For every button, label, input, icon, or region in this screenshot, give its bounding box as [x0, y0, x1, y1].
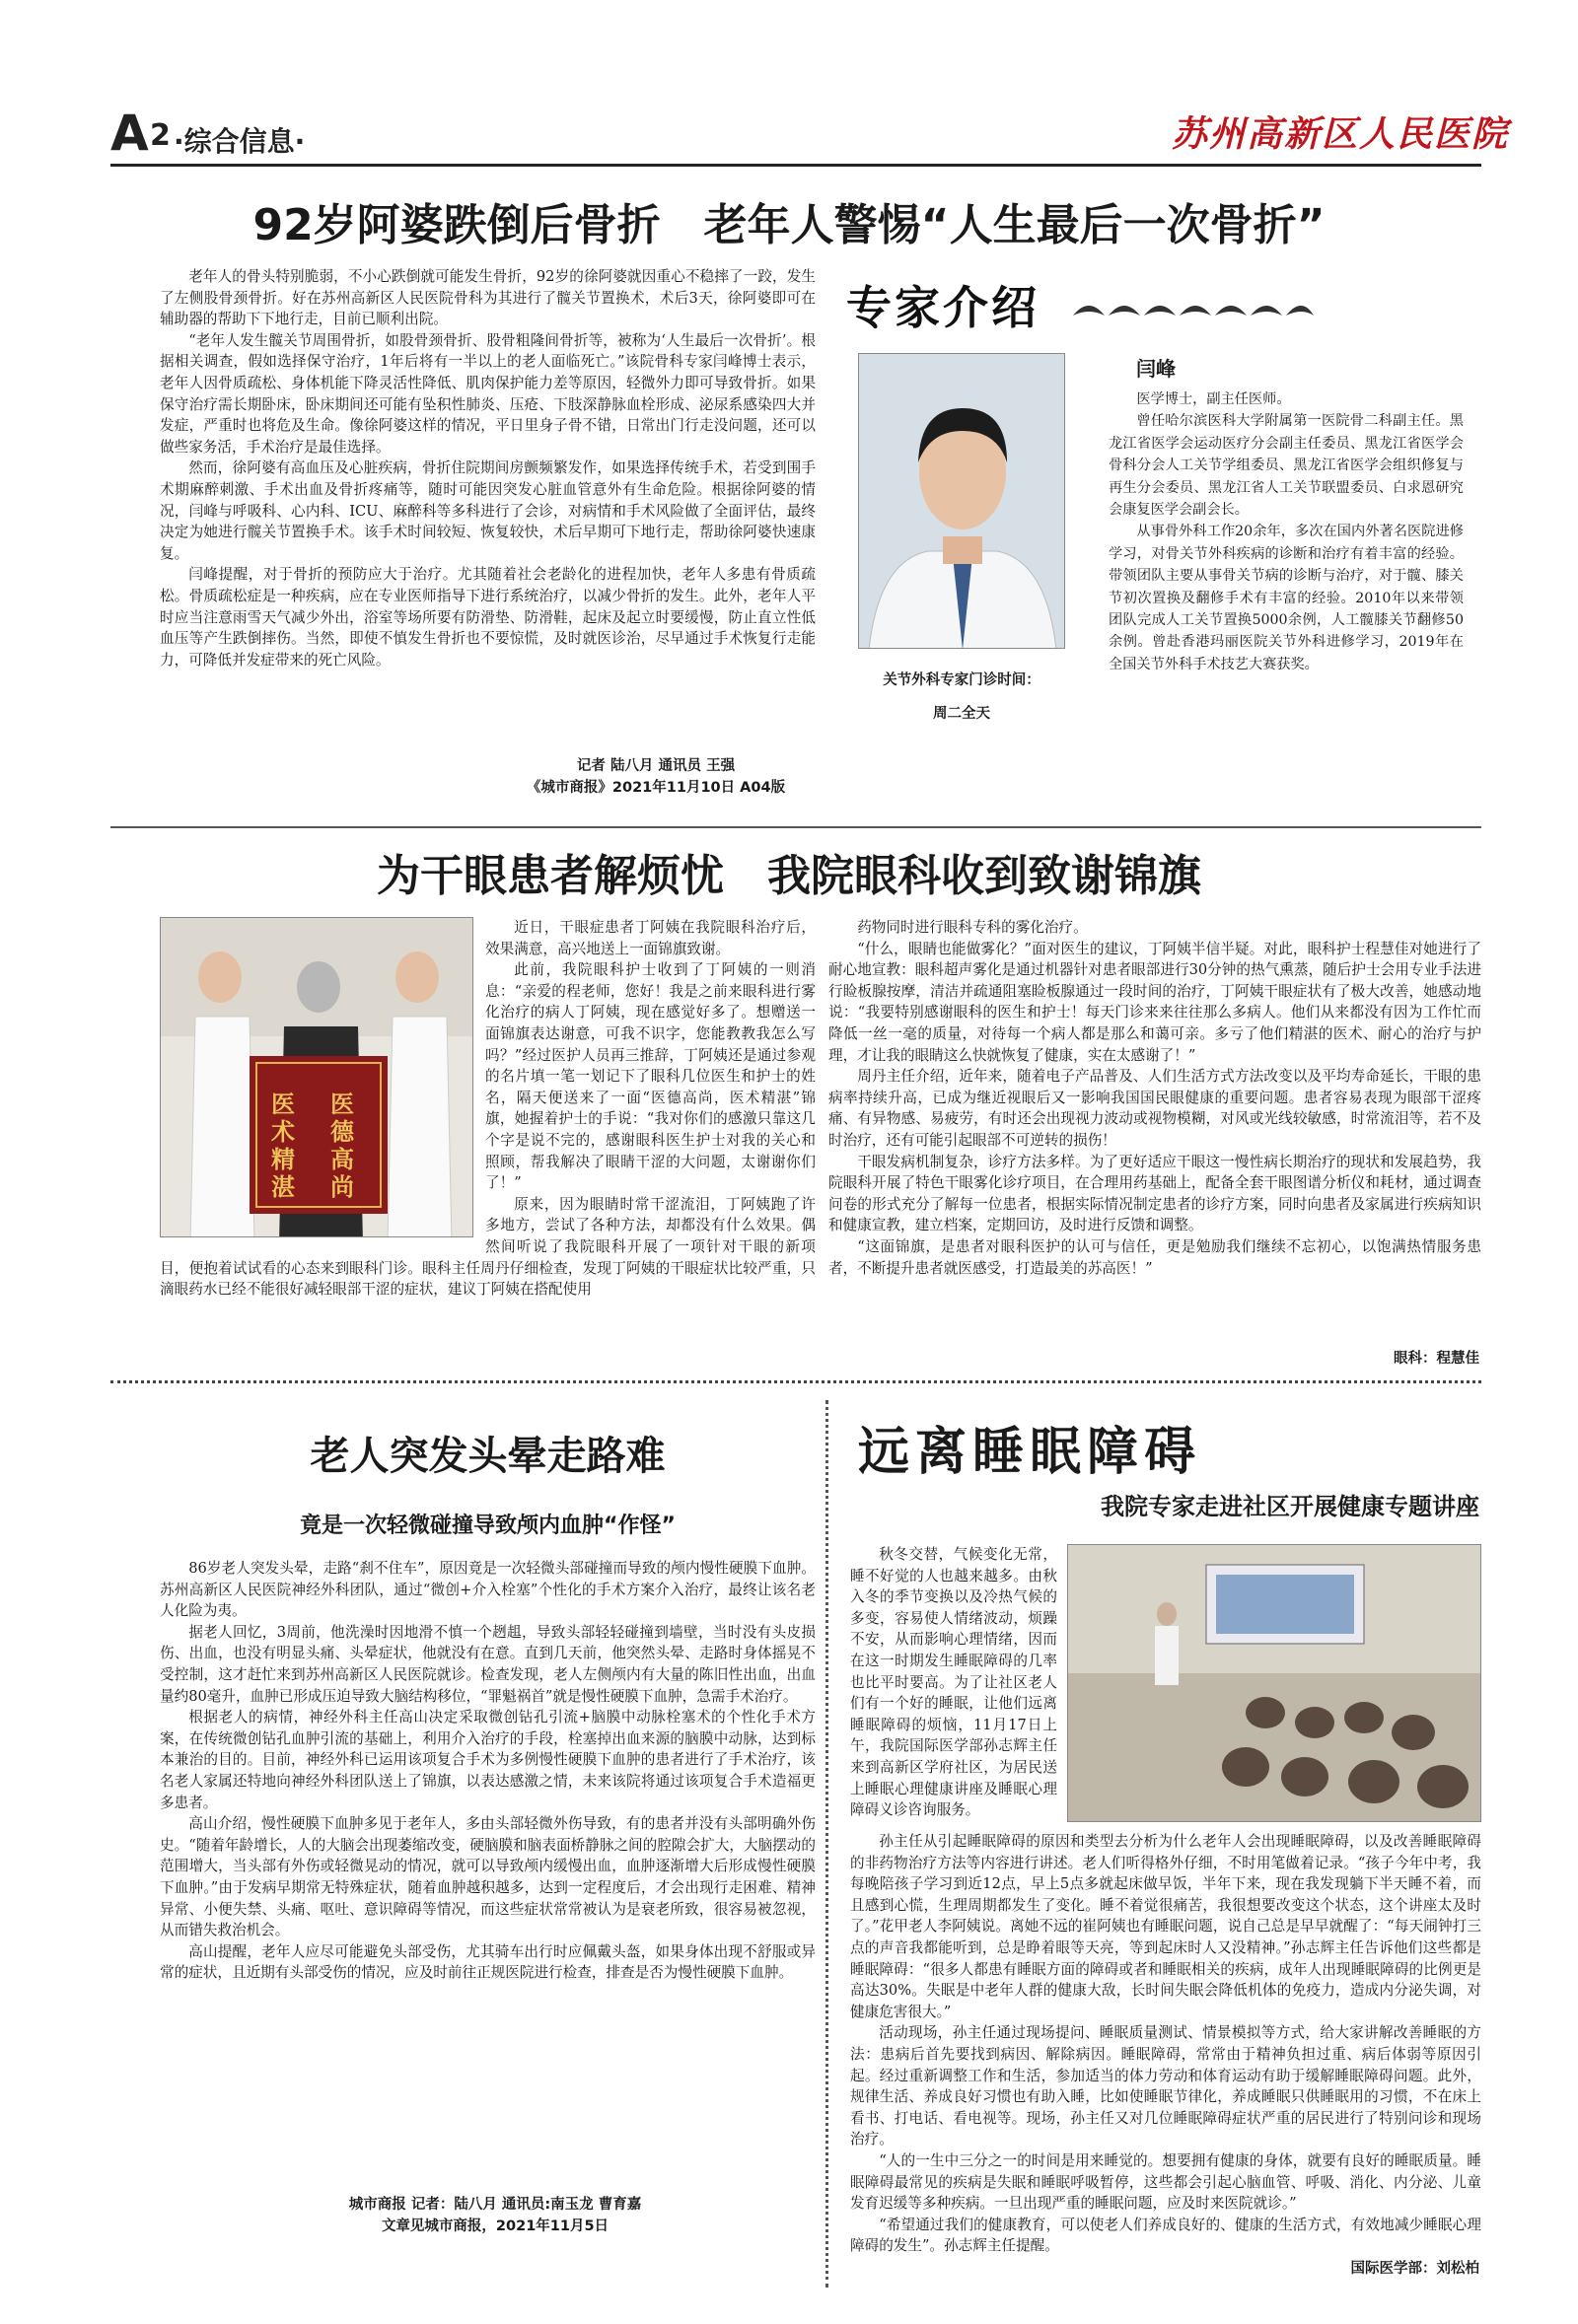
- dotted-divider: [110, 1380, 1481, 1383]
- expert-paragraph: 从事骨外科工作20余年，多次在国内外著名医院进修学习，对骨关节外科疾病的诊断和治疗有着丰富的经验。带领团队主要从事骨关节病的诊断与治疗，对于髋、膝关节初次置换及翻修手术有丰富的经验。2010年以来带领团队完成人工关节置换5000余例，人工髋膝关节翻修50余例。曾赴香港玛丽医院关节外科进修学习，2019年在全国关节外科手术技艺大赛获奖。: [1109, 524, 1464, 672]
- section-name: ·综合信息·: [174, 125, 306, 158]
- article2-paragraph: 此前，我院眼科护士收到了丁阿姨的一则消息：“亲爱的程老师，您好！我是之前来眼科进行雾化治疗的病人丁阿姨，现在感觉好多了。想赠送一面锦旗表达谢意，可我不识字，您能教教我怎么写吗？”经过医护人员再三推辞，丁阿姨还是通过参观的名片填一笔一划记下了眼科几位医生和护士的姓名，隔天便送来了一面“医德高尚，医术精湛”锦旗，她握着护士的手说：“我对你们的感激只靠这几个字是说不完的，感谢眼科医生护士对我的关心和照顾，帮我解决了眼睛干涩的大问题，太谢谢你们了！”: [485, 961, 816, 1192]
- article4-byline: 国际医学部：刘松柏: [1350, 2261, 1479, 2277]
- ornament-icon: [1069, 294, 1316, 321]
- article4-paragraph: 活动现场，孙主任通过现场提问、睡眠质量测试、情景模拟等方式，给大家讲解改善睡眠的方法：患病后首先要找到病因、解除病因。睡眠障碍，常常由于精神负担过重、病后体弱等原因引起。经过重新调整工作和生活，参加适当的体力劳动和体育运动有助于缓解睡眠障碍问题。此外，规律生活、养成良好习惯也有助入睡，比如使睡眠节律化，养成睡眠只供睡眠用的习惯，不在床上看书、打电话、看电视等。现场，孙主任又对几位睡眠障碍症状严重的居民进行了特别问诊和现场治疗。: [850, 2024, 1481, 2148]
- article2-paragraph: 周丹主任介绍，近年来，随着电子产品普及、人们生活方式方法改变以及平均寿命延长，干眼的患病率持续升高，已成为继近视眼后又一影响我国国民眼健康的重要问题。患者容易表现为眼部干涩疼痛、有异物感、易疲劳，有时还会出现视力波动或视物模糊，对风或光线较敏感，时常流泪等，若不及时治疗，还有可能引起眼部不可逆转的损伤！: [828, 1068, 1481, 1149]
- article3-body: [160, 1558, 816, 1984]
- article2-paragraph: 原来，因为眼睛时常干涩流泪，丁阿姨跑了许多地方，尝试了各种方法，却都没有什么效果。偶然间听说了我院眼科开展了一项针对干眼的新项目，便抱着试试看的心态来到眼科门诊。眼科主任周丹仔细检查，发现丁阿姨的干眼症状比较严重，只滴眼药水已经不能很好减轻眼部干涩的症状，建议丁阿姨在搭配使用: [160, 1195, 816, 1299]
- column-separator: [825, 1400, 828, 2288]
- article3-credit-line1: 城市商报 记者：陆八月 通讯员:南玉龙 曹育嘉: [348, 2197, 642, 2213]
- article3-paragraph: 根据老人的病情，神经外科主任高山决定采取微创钻孔引流+脑膜中动脉栓塞术的个性化手术方案，在传统微创钻孔血肿引流的基础上，利用介入治疗的手段，栓塞掉出血来源的脑膜中动脉，达到标本兼治的目的。目前，神经外科已运用该项复合手术为多例慢性硬膜下血肿的患者进行了手术治疗，该名老人家属还特地向神经外科团队送上了锦旗，以表达感激之情，未来该院将通过该项复合手术造福更多患者。: [160, 1709, 816, 1811]
- article1-paragraph: “老年人发生髋关节周围骨折，如股骨颈骨折、股骨粗隆间骨折等，被称为‘人生最后一次骨折’。根据相关调查，假如选择保守治疗，1年后将有一半以上的老人面临死亡。”该院骨科专家闫峰博士表示，老年人因骨质疏松、身体机能下降灵活性降低、肌肉保护能力差等原因，轻微外力即可导致骨折。如果保守治疗需长期卧床，卧床期间还可能有坠积性肺炎、压疮、下肢深静脉血栓形成、泌尿系感染四大并发症，严重时也将危及生命。像徐阿婆这样的情况，平日里身子骨不错，日常出门行走没问题，还可以做些家务活，手术治疗是最佳选择。: [160, 331, 816, 456]
- expert-heading: 专家介绍: [846, 281, 1040, 334]
- clinic-time: 周二全天: [933, 706, 990, 722]
- article2-byline: 眼科：程慧佳: [1394, 1351, 1479, 1367]
- article1-credit-line2: 《城市商报》2021年11月10日 A04版: [526, 780, 786, 796]
- article3-subtitle: 竟是一次轻微碰撞导致颅内血肿“作怪”: [300, 1514, 676, 1538]
- article3-credit: [258, 2194, 732, 2237]
- article4-body: [850, 1831, 1481, 2257]
- masthead: [0, 0, 1578, 168]
- expert-bio: [1109, 388, 1464, 675]
- article1-paragraph: 然而，徐阿婆有高血压及心脏疾病，骨折住院期间房颤频繁发作，如果选择传统手术，若受到围手术期麻醉刺激、手术出血及骨折疼痛等，随时可能因突发心脏血管意外有生命危险。根据徐阿婆的情况，闫峰与呼吸科、心内科、ICU、麻醉科等多科进行了会诊，对病情和手术风险做了全面评估，最终决定为她进行髋关节置换手术。该手术时间较短、恢复较快，术后早期可下地行走，帮助徐阿婆快速康复。: [160, 459, 816, 562]
- article3-credit-line2: 文章见城市商报，2021年11月5日: [381, 2218, 610, 2234]
- article4-paragraph: 秋冬交替，气候变化无常，睡不好觉的人也越来越多。由秋入冬的季节变换以及冷热气候的多变，容易使人情绪波动，烦躁不安，从而影响心理情绪，因而在这一时期发生睡眠障碍的几率也比平时要高。为了让社区老人们有一个好的睡眠，让他们远离睡眠障碍的烦恼，11月17日上午，我院国际医学部孙志辉主任来到高新区学府社区，为居民送上睡眠心理健康讲座及睡眠心理障碍义诊咨询服务。: [850, 1546, 1057, 1819]
- article3-title: 老人突发头晕走路难: [310, 1434, 666, 1479]
- article3-paragraph: 86岁老人突发头晕，走路“刹不住车”，原因竟是一次轻微头部碰撞而导致的颅内慢性硬膜下血肿。苏州高新区人民医院神经外科团队，通过“微创+介入栓塞”个性化的手术方案介入治疗，最终让该名老人化险为夷。: [160, 1560, 816, 1620]
- article2-paragraph: 药物同时进行眼科专科的雾化治疗。: [857, 919, 1088, 936]
- masthead-rule: [110, 164, 1481, 167]
- article1-title: 92岁阿婆跌倒后骨折 老年人警惕“人生最后一次骨折”: [252, 200, 1326, 250]
- article4-paragraph: “人的一生中三分之一的时间是用来睡觉的。想要拥有健康的身体，就要有良好的睡眠质量。睡眠障碍最常见的疾病是失眠和睡眠呼吸暂停，这些都会引起心脑血管、呼吸、消化、内分泌、儿童发育迟缓等多种疾病。一旦出现严重的睡眠问题，应及时来医院就诊。”: [850, 2151, 1481, 2213]
- article4-title: 远离睡眠障碍: [858, 1422, 1202, 1482]
- article2-title: 为干眼患者解烦忧 我院眼科收到致谢锦旗: [377, 851, 1201, 901]
- expert-panel: [840, 256, 1481, 809]
- article4-paragraph: “希望通过我们的健康教育，可以使老人们养成良好的、健康的生活方式，有效地减少睡眠心理障碍的发生”。孙志辉主任提醒。: [850, 2216, 1481, 2255]
- expert-title-line: 医学博士，副主任医师。: [1136, 391, 1291, 407]
- expert-paragraph: 曾任哈尔滨医科大学附属第一医院骨二科副主任。黑龙江省医学会运动医疗分会副主任委员、黑龙江省医学会骨科分会人工关节学组委员、黑龙江省医学会组织修复与再生分会委员、黑龙江省人工关节联盟委员、白求恩研究会康复医学会副会长。: [1109, 413, 1464, 519]
- expert-name: 闫峰: [1136, 357, 1176, 381]
- page-number: 2: [150, 118, 171, 153]
- article2-left-column: [160, 917, 816, 1301]
- article1-paragraph: 闫峰提醒，对于骨折的预防应大于治疗。尤其随着社会老龄化的进程加快，老年人多患有骨质疏松。骨质疏松症是一种疾病，应在专业医师指导下进行系统治疗，以减少骨折的发生。此外，老年人平时应当注意雨雪天气减少外出，浴室等场所要有防滑垫、防滑鞋，起床及起立时要缓慢，防止直立性低血压等产生跌倒摔伤。当然，即使不慎发生骨折也不要惊慌，及时就医诊治，尽早通过手术恢复行走能力，可降低并发症带来的死亡风险。: [160, 566, 816, 669]
- article4-paragraph: 孙主任从引起睡眠障碍的原因和类型去分析为什么老年人会出现睡眠障碍，以及改善睡眠障碍的非药物治疗方法等内容进行讲述。老人们听得格外仔细，不时用笔做着记录。“孩子今年中考，我每晚陪孩子学习到近12点，早上5点多就起床做早饭，半年下来，现在我发现躺下半天睡不着，而且感到心慌，生理周期都发生了变化。睡不着觉很痛苦，我很想要改变这个状态，这个讲座太及时了。”花甲老人李阿姨说。离她不远的崔阿姨也有睡眠问题，说自己总是早早就醒了：“每天闹钟打三点的声音我都能听到，总是睁着眼等天亮，等到起床时人又没精神。”孙志辉主任告诉他们这些都是睡眠障碍：“很多人都患有睡眠方面的障碍或者和睡眠相关的疾病，成年人出现睡眠障碍的比例更是高达30%。失眠是中老年人群的健康大敌，长时间失眠会降低机体的免疫力，造成内分泌失调，对健康危害很大。”: [850, 1833, 1481, 2020]
- article2-paragraph: “这面锦旗，是患者对眼科医护的认可与信任，更是勉励我们继续不忘初心，以饱满热情服务患者，不断提升患者就医感受，打造最美的苏高医！”: [828, 1237, 1481, 1277]
- lecture-photo: [1067, 1544, 1481, 1822]
- expert-photo: [858, 353, 1065, 649]
- section-divider: [110, 826, 1481, 828]
- article3-paragraph: 高山提醒，老年人应尽可能避免头部受伤，尤其骑车出行时应佩戴头盔，如果身体出现不舒服或异常的症状，且近期有头部受伤的情况，应及时前往正规医院进行检查，排查是否为慢性硬膜下血肿。: [160, 1942, 816, 1982]
- article3-paragraph: 高山介绍，慢性硬膜下血肿多见于老年人，多由头部轻微外伤导致，有的患者并没有头部明确外伤史。“随着年龄增长，人的大脑会出现萎缩改变，硬脑膜和脑表面桥静脉之间的腔隙会扩大，大脑摆动的范围增大，当头部有外伤或轻微晃动的情况，就可以导致颅内缓慢出血，血肿逐渐增大后形成慢性硬膜下血肿。”由于发病早期常无特殊症状，随着血肿越积越多，达到一定程度后，才会出现行走困难、精神异常、小便失禁、头痛、呕吐、意识障碍等情况，而这些症状常常被认为是衰老所致，很容易被忽视，从而错失救治机会。: [160, 1815, 816, 1939]
- paper-name: 苏州高新区人民医院: [1172, 113, 1510, 155]
- banner-text-right: 医德高尚: [330, 1090, 354, 1201]
- article1-credit-line1: 记者 陆八月 通讯员 王强: [576, 758, 736, 774]
- article2-right-column: [828, 917, 1481, 1279]
- article4-intro: [850, 1544, 1057, 1821]
- article4-subtitle: 我院专家走进社区开展健康专题讲座: [1101, 1492, 1479, 1520]
- article3-paragraph: 据老人回忆，3周前，他洗澡时因地滑不慎一个趔趄，导致头部轻轻碰撞到墙壁，当时没有头皮损伤、出血，也没有明显头痛、头晕症状，他就没有在意。直到几天前，他突然头晕、走路时身体摇晃不受控制，这才赶忙来到苏州高新区人民医院就诊。检查发现，老人左侧颅内有大量的陈旧性出血，出血量约80毫升，血肿已形成压迫导致大脑结构移位，“罪魁祸首”就是慢性硬膜下血肿，急需手术治疗。: [160, 1623, 816, 1705]
- article1-body: [160, 266, 816, 670]
- clinic-label: 关节外科专家门诊时间：: [883, 672, 1040, 688]
- article1-credit: [493, 755, 819, 799]
- article2-paragraph: 近日，干眼症患者丁阿姨在我院眼科治疗后，效果满意，高兴地送上一面锦旗致谢。: [485, 919, 816, 957]
- page-letter: A: [110, 105, 147, 162]
- article2-paragraph: 干眼发病机制复杂，诊疗方法多样。为了更好适应干眼这一慢性病长期治疗的现状和发展趋势，我院眼科开展了特色干眼雾化诊疗项目，在合理用药基础上，配备全套干眼图谱分析仪和耗材，通过调查问卷的形式充分了解每一位患者，根据实际情况制定患者的诊疗方案，同时向患者及家属进行疾病知识和健康宣教，建立档案，定期回访，及时进行反馈和调整。: [828, 1153, 1481, 1234]
- banner-text-left: 医术精湛: [271, 1090, 295, 1201]
- article2-paragraph: “什么，眼睛也能做雾化？”面对医生的建议，丁阿姨半信半疑。对此，眼科护士程慧佳对她进行了耐心地宣教：眼科超声雾化是通过机器针对患者眼部进行30分钟的热气熏蒸，随后护士会用专业手法进行睑板腺按摩，清洁并疏通阻塞睑板腺通过一段时间的治疗，丁阿姨干眼症状有了极大改善，她感动地说：“我要特别感谢眼科的医生和护士！每天门诊来来往往那么多病人。他们从来都没有因为工作忙而降低一丝一毫的质量，对待每一个病人都是那么和蔼可亲。多亏了他们精湛的医术、耐心的治疗与护理，才让我的眼睛这么快就恢复了健康，实在太感谢了！”: [828, 940, 1481, 1064]
- article1-paragraph: 老年人的骨头特别脆弱，不小心跌倒就可能发生骨折，92岁的徐阿婆就因重心不稳摔了一跤，发生了左侧股骨颈骨折。好在苏州高新区人民医院骨科为其进行了髋关节置换术，术后3天，徐阿婆即可在辅助器的帮助下下地行走，目前已顺利出院。: [160, 268, 816, 328]
